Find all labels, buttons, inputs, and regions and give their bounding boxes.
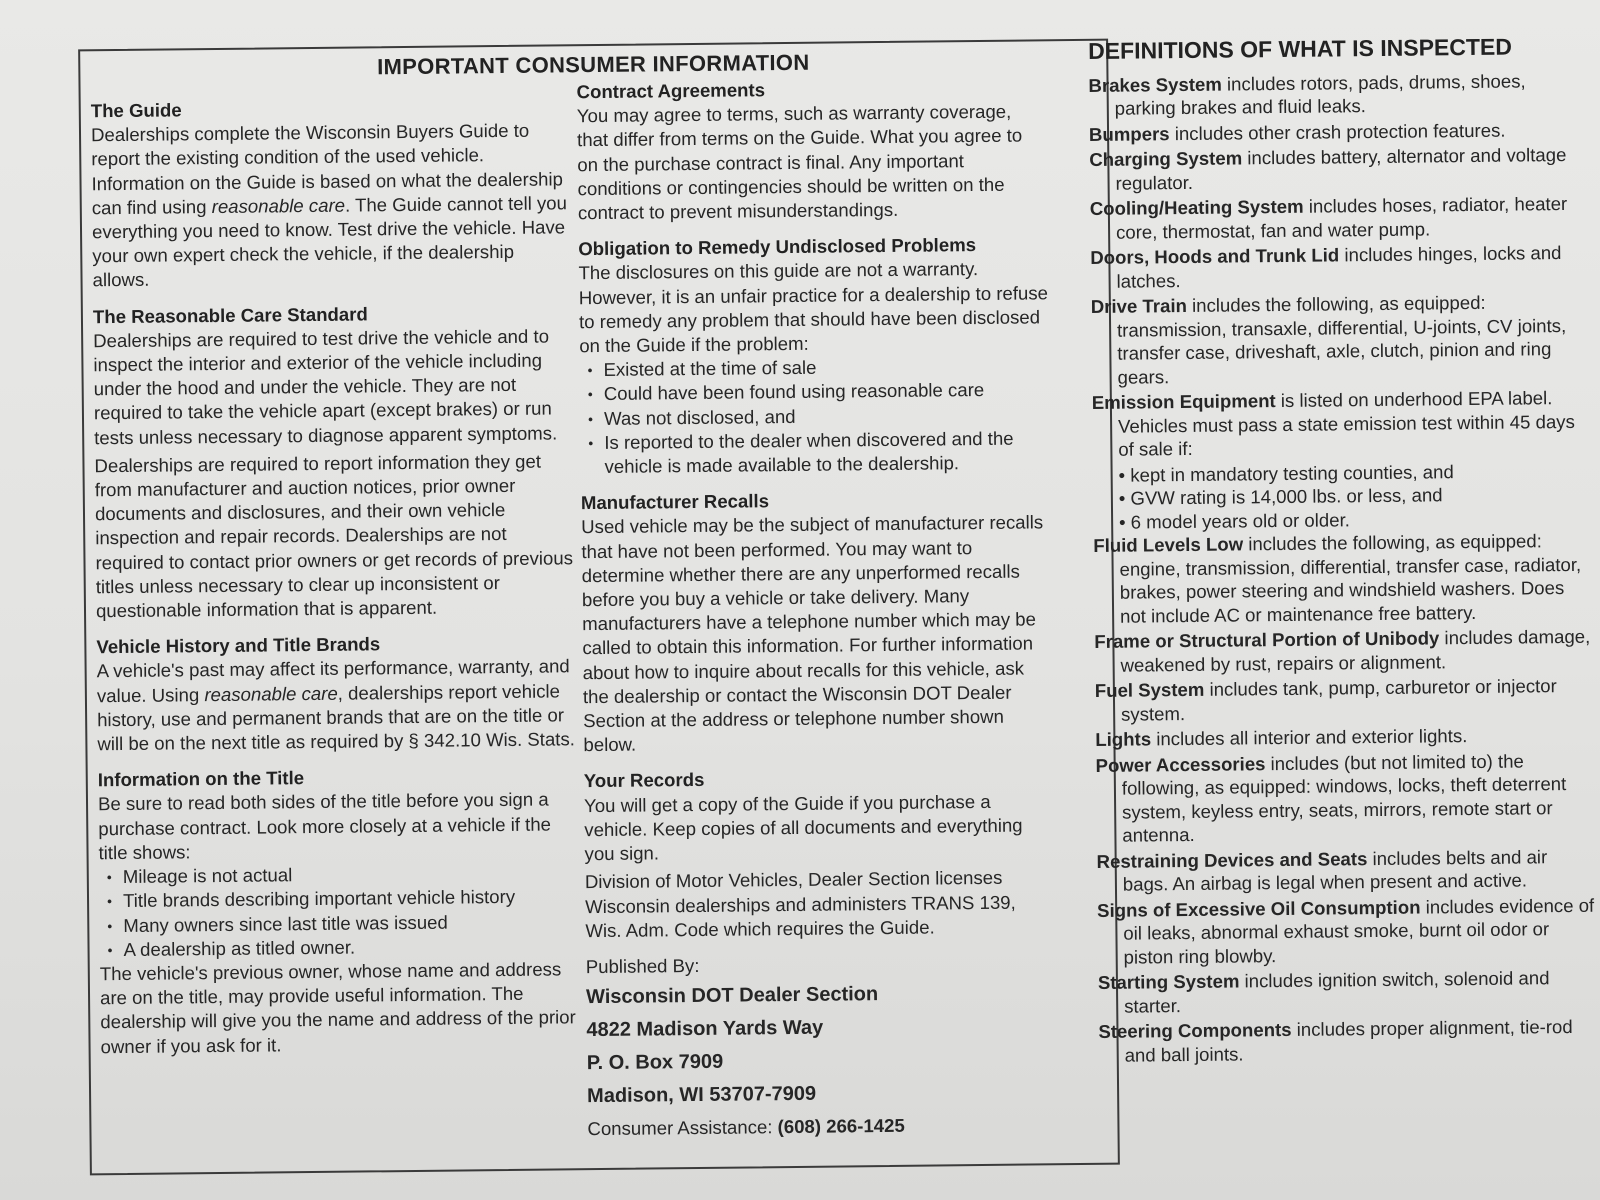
obligation-bullets <box>579 354 1050 480</box>
definition-item <box>1090 241 1590 293</box>
list-item: • Was not disclosed, and <box>588 402 1050 431</box>
definition-item <box>1089 117 1589 146</box>
definition-term: Starting System <box>1097 970 1240 993</box>
definition-text: includes the following, as equipped: engine, transmission, differential, transfer case, radiator, brakes, power steering and windshield washers. Does not include AC or maintenance free battery. <box>1119 530 1582 627</box>
definition-text: includes proper alignment, tie-rod and ball joints. <box>1124 1015 1573 1066</box>
reasonable-care-p2: Dealerships are required to report information they get from manufacturer and auction notices, prior owner documents and disclosures, and their own vehicle inspection and repair records. Dealerships are not required to contact prior owners or get records of previous titles unless necessary to clear up inconsistent or questionable information that is apparent. <box>94 450 574 622</box>
list-item: • GVW rating is 14,000 lbs. or less, and <box>1119 482 1593 510</box>
definition-text: includes hinges, locks and latches. <box>1116 242 1562 292</box>
definition-item <box>1090 192 1590 244</box>
vehicle-history-text <box>97 655 578 757</box>
guide-text-part: Dealerships complete the Wisconsin Buyers Guide to report the existing condition of the used vehicle. Information on the Guide is based on what the dealership can find using <box>90 119 563 219</box>
heading-the-guide: The Guide <box>90 99 182 122</box>
heading-title-info: Information on the Title <box>97 767 305 791</box>
definition-item <box>1097 893 1598 969</box>
definition-item <box>1088 68 1588 120</box>
definition-text: includes other crash protection features. <box>1169 119 1506 144</box>
publisher-line: Wisconsin DOT Dealer Section <box>585 983 879 1009</box>
definition-term: Brakes System <box>1088 73 1222 96</box>
definition-text: includes the following, as equipped: transmission, transaxle, differential, U-joints, CV joints, transfer case, driveshaft, axle, clutch, pinion and ring gears. <box>1116 291 1567 388</box>
definition-item <box>1095 748 1596 847</box>
definition-term: Steering Components <box>1098 1018 1292 1042</box>
definition-item <box>1095 674 1595 726</box>
section-reasonable-care <box>93 300 576 624</box>
title-info-bullets <box>99 860 580 962</box>
definition-term: Lights <box>1095 728 1152 750</box>
definition-text: includes belts and air bags. An airbag is legal when present and active. <box>1122 845 1548 895</box>
assistance-phone: (608) 266-1425 <box>777 1114 905 1138</box>
list-item: • Existed at the time of sale <box>587 354 1049 383</box>
definition-item <box>1095 723 1595 752</box>
left-column <box>91 94 581 1071</box>
title-info-intro: Be sure to read both sides of the title before you sign a purchase contract. Look more closely at a vehicle if the title shows: <box>97 789 552 864</box>
section-obligation <box>578 232 1051 479</box>
definition-text: includes evidence of oil leaks, abnormal exhaust smoke, burnt oil odor or piston ring blowby. <box>1123 894 1595 968</box>
middle-column <box>576 75 1057 1141</box>
definition-term: Fuel System <box>1094 678 1205 701</box>
list-item: • Title brands describing important vehicle history <box>107 885 579 914</box>
definitions-column <box>1088 35 1599 1069</box>
definition-text: includes all interior and exterior lights. <box>1150 725 1468 750</box>
list-item: • A dealership as titled owner. <box>107 933 579 962</box>
definition-text: includes hoses, radiator, heater core, thermostat, fan and water pump. <box>1115 192 1568 243</box>
history-text-part: A vehicle's past may affect its performance, warranty, and value. Using <box>96 655 570 706</box>
definition-item <box>1089 143 1589 195</box>
publisher-block <box>586 950 1058 1141</box>
definition-text: is listed on underhood EPA label. Vehicles must pass a state emission test within 45 days of sale if: <box>1117 387 1575 460</box>
definition-text: includes damage, weakened by rust, repairs or alignment. <box>1120 625 1591 676</box>
definition-item <box>1098 1015 1598 1067</box>
section-contract <box>576 75 1047 225</box>
definition-text: includes ignition switch, solenoid and starter. <box>1124 967 1550 1017</box>
definition-term: Fluid Levels Low <box>1093 533 1244 556</box>
definitions-title: DEFINITIONS OF WHAT IS INSPECTED <box>1087 33 1513 64</box>
assistance-label: Consumer Assistance: <box>587 1116 778 1140</box>
reasonable-care-p1: Dealerships are required to test drive the vehicle and to inspect the interior and exterior of the vehicle including under the hood and under the vehicle. They are not required to take the vehicle apart (except brakes) or run tests unless necessary to diagnose apparent symptoms. <box>93 325 558 448</box>
list-item: • Mileage is not actual <box>107 860 579 889</box>
records-p1: You will get a copy of the Guide if you purchase a vehicle. Keep copies of all documents and everything you sign. <box>583 790 1023 865</box>
definition-item <box>1094 625 1594 677</box>
heading-obligation: Obligation to Remedy Undisclosed Problems <box>578 234 977 260</box>
definition-term: Doors, Hoods and Trunk Lid <box>1090 244 1340 268</box>
definitions-list <box>1088 68 1598 1067</box>
definition-term: Signs of Excessive Oil Consumption <box>1097 896 1421 921</box>
list-item: • Is reported to the dealer when discovered and the vehicle is made available to the dealership. <box>588 426 1050 479</box>
guide-text-part: . The Guide cannot tell you everything you need to know. Test drive the vehicle. Have your own expert check the vehicle, if the dealership allows. <box>91 192 568 291</box>
emission-bullets <box>1092 458 1593 534</box>
definition-item <box>1098 966 1598 1018</box>
title-info-outro: The vehicle's previous owner, whose name and address are on the title, may provide useful information. The dealership will give you the name and address of the prior owner if you ask for it. <box>99 958 576 1057</box>
heading-records: Your Records <box>583 769 705 792</box>
publisher-line: Madison, WI 53707-7909 <box>587 1082 817 1108</box>
list-item: • 6 model years old or older. <box>1119 505 1593 533</box>
consumer-info-box <box>78 39 1120 1176</box>
definition-term: Power Accessories <box>1095 752 1266 776</box>
definition-text: includes rotors, pads, drums, shoes, parking brakes and fluid leaks. <box>1114 69 1526 119</box>
guide-text <box>91 118 573 292</box>
list-item: • Could have been found using reasonable care <box>588 378 1050 407</box>
section-vehicle-history <box>96 631 577 757</box>
publisher-line: P. O. Box 7909 <box>586 1050 724 1075</box>
section-title-info <box>98 764 581 1059</box>
definition-text: includes tank, pump, carburetor or injector system. <box>1120 675 1557 725</box>
heading-reasonable-care: The Reasonable Care Standard <box>92 303 368 327</box>
definition-term: Emission Equipment <box>1091 390 1276 413</box>
definition-item <box>1096 844 1596 896</box>
definition-item <box>1091 290 1592 389</box>
obligation-text: The disclosures on this guide are not a warranty. However, it is an unfair practice for a dealership to refuse to remedy any problem that should have been disclosed on the Guide if the problem: <box>578 258 1049 357</box>
published-by-label: Published By: <box>585 954 700 978</box>
definition-term: Frame or Structural Portion of Unibody <box>1094 627 1440 652</box>
section-recalls <box>581 487 1054 758</box>
records-p2: Division of Motor Vehicles, Dealer Section licenses Wisconsin dealerships and administers TRANS 139, Wis. Adm. Code which requires the Guide. <box>584 867 1016 941</box>
section-records <box>584 765 1056 943</box>
heading-vehicle-history: Vehicle History and Title Brands <box>96 633 381 658</box>
section-the-guide <box>91 94 573 293</box>
history-text-emphasis: reasonable care <box>204 682 338 705</box>
guide-text-emphasis: reasonable care <box>211 194 346 217</box>
definition-text: includes (but not limited to) the following, as equipped: windows, locks, theft deterrent system, keyless entry, seats, mirrors, remote start or antenna. <box>1121 749 1567 846</box>
definition-term: Restraining Devices and Seats <box>1096 847 1368 872</box>
publisher-line: 4822 Madison Yards Way <box>586 1016 824 1042</box>
definition-term: Bumpers <box>1088 122 1170 145</box>
definition-term: Drive Train <box>1090 294 1188 317</box>
heading-recalls: Manufacturer Recalls <box>580 490 770 514</box>
definition-term: Charging System <box>1089 147 1243 170</box>
consumer-assistance <box>587 1112 1057 1141</box>
definition-item <box>1092 386 1593 462</box>
contract-text: You may agree to terms, such as warranty coverage, that differ from terms on the Guide. What you agree to on the purchase contract is final. Any important conditions or contingencies should be written on the contract to prevent misunderstandings. <box>576 100 1023 224</box>
heading-contract: Contract Agreements <box>576 79 766 103</box>
list-item: • Many owners since last title was issued <box>107 909 579 938</box>
definition-term: Cooling/Heating System <box>1089 195 1304 219</box>
definition-item <box>1093 529 1594 628</box>
definition-text: includes battery, alternator and voltage regulator. <box>1115 143 1567 194</box>
list-item: • kept in mandatory testing counties, and <box>1118 458 1592 486</box>
box-title: IMPORTANT CONSUMER INFORMATION <box>377 49 810 80</box>
history-text-part: , dealerships report vehicle history, use and permanent brands that are on the title or will be on the next title as required by § 342.10 Wis. Stats. <box>97 680 575 755</box>
recalls-text: Used vehicle may be the subject of manufacturer recalls that have not been performed. You may want to determine whether there are any unperformed recalls before you buy a vehicle or take delivery. Many manufacturers have a telephone number which may be called to obtain this information. For further information about how to inquire about recalls for this vehicle, ask the dealership or contact the Wisconsin DOT Dealer Section at the address or telephone number shown below. <box>581 511 1044 756</box>
